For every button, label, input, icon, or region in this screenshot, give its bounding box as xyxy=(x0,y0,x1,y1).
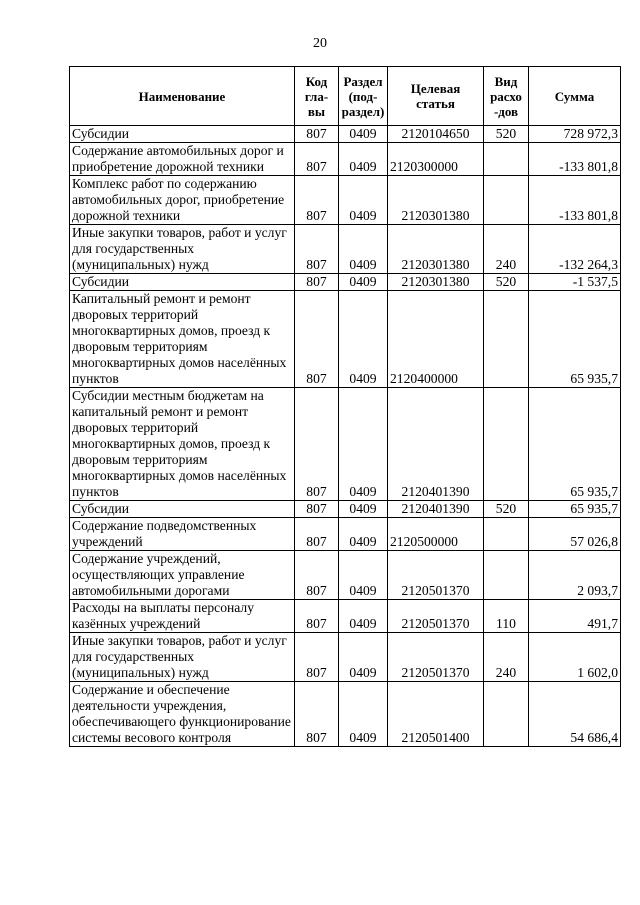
budget-table xyxy=(69,66,621,747)
row-name: Комплекс работ по содержанию автомобильных дорог, приобретение дорожной техники xyxy=(70,176,295,225)
row-target: 2120401390 xyxy=(388,388,484,501)
table-row xyxy=(70,388,621,501)
row-code: 807 xyxy=(295,518,339,551)
table-row xyxy=(70,682,621,747)
header-target: Целевая статья xyxy=(388,67,484,126)
row-target: 2120500000 xyxy=(388,518,484,551)
row-code: 807 xyxy=(295,176,339,225)
row-code: 807 xyxy=(295,126,339,143)
row-sum: 57 026,8 xyxy=(529,518,621,551)
row-target: 2120501370 xyxy=(388,551,484,600)
row-name: Содержание подведомственных учреждений xyxy=(70,518,295,551)
row-name: Содержание учреждений, осуществляющих управление автомобильными дорогами xyxy=(70,551,295,600)
header-name: Наименование xyxy=(70,67,295,126)
row-sum: -133 801,8 xyxy=(529,176,621,225)
row-name: Содержание автомобильных дорог и приобретение дорожной техники xyxy=(70,143,295,176)
header-type: Вид расхо -дов xyxy=(484,67,529,126)
row-target: 2120501400 xyxy=(388,682,484,747)
header-row xyxy=(70,67,621,126)
row-code: 807 xyxy=(295,600,339,633)
row-name: Капитальный ремонт и ремонт дворовых территорий многоквартирных домов, проезд к дворовым территориям многоквартирных домов населённых пунктов xyxy=(70,291,295,388)
row-sum: 65 935,7 xyxy=(529,388,621,501)
table-row xyxy=(70,126,621,143)
row-type: 520 xyxy=(484,126,529,143)
header-code: Код гла- вы xyxy=(295,67,339,126)
row-type xyxy=(484,682,529,747)
row-target: 2120401390 xyxy=(388,501,484,518)
row-target: 2120501370 xyxy=(388,600,484,633)
table-row xyxy=(70,274,621,291)
row-section: 0409 xyxy=(339,682,388,747)
row-sum: 54 686,4 xyxy=(529,682,621,747)
table-row xyxy=(70,291,621,388)
row-name: Иные закупки товаров, работ и услуг для государственных (муниципальных) нужд xyxy=(70,225,295,274)
row-code: 807 xyxy=(295,551,339,600)
table-row xyxy=(70,143,621,176)
table-row xyxy=(70,225,621,274)
row-sum: 1 602,0 xyxy=(529,633,621,682)
row-name: Иные закупки товаров, работ и услуг для государственных (муниципальных) нужд xyxy=(70,633,295,682)
row-section: 0409 xyxy=(339,518,388,551)
row-code: 807 xyxy=(295,388,339,501)
row-code: 807 xyxy=(295,291,339,388)
row-section: 0409 xyxy=(339,291,388,388)
row-section: 0409 xyxy=(339,633,388,682)
row-target: 2120301380 xyxy=(388,176,484,225)
row-type: 240 xyxy=(484,633,529,682)
row-sum: 728 972,3 xyxy=(529,126,621,143)
row-code: 807 xyxy=(295,225,339,274)
table-row xyxy=(70,501,621,518)
row-target: 2120501370 xyxy=(388,633,484,682)
table-row xyxy=(70,551,621,600)
table-row xyxy=(70,518,621,551)
row-code: 807 xyxy=(295,682,339,747)
row-section: 0409 xyxy=(339,225,388,274)
row-target: 2120104650 xyxy=(388,126,484,143)
row-type: 240 xyxy=(484,225,529,274)
table-row xyxy=(70,633,621,682)
row-sum: -133 801,8 xyxy=(529,143,621,176)
row-sum: 65 935,7 xyxy=(529,501,621,518)
row-type xyxy=(484,176,529,225)
row-type xyxy=(484,518,529,551)
row-name: Субсидии xyxy=(70,501,295,518)
table-row xyxy=(70,176,621,225)
row-sum: 491,7 xyxy=(529,600,621,633)
row-type xyxy=(484,291,529,388)
row-target: 2120300000 xyxy=(388,143,484,176)
row-code: 807 xyxy=(295,143,339,176)
table-row xyxy=(70,600,621,633)
row-name: Субсидии xyxy=(70,274,295,291)
row-section: 0409 xyxy=(339,600,388,633)
row-code: 807 xyxy=(295,633,339,682)
row-type: 520 xyxy=(484,274,529,291)
row-section: 0409 xyxy=(339,126,388,143)
row-section: 0409 xyxy=(339,551,388,600)
row-sum: 65 935,7 xyxy=(529,291,621,388)
row-sum: -132 264,3 xyxy=(529,225,621,274)
row-target: 2120400000 xyxy=(388,291,484,388)
header-section: Раздел (под- раздел) xyxy=(339,67,388,126)
row-type: 110 xyxy=(484,600,529,633)
row-code: 807 xyxy=(295,501,339,518)
row-section: 0409 xyxy=(339,388,388,501)
row-target: 2120301380 xyxy=(388,225,484,274)
row-section: 0409 xyxy=(339,274,388,291)
page-number: 20 xyxy=(313,36,327,51)
row-name: Расходы на выплаты персоналу казённых учреждений xyxy=(70,600,295,633)
row-section: 0409 xyxy=(339,143,388,176)
row-section: 0409 xyxy=(339,176,388,225)
row-section: 0409 xyxy=(339,501,388,518)
row-type: 520 xyxy=(484,501,529,518)
row-type xyxy=(484,551,529,600)
row-type xyxy=(484,388,529,501)
row-sum: 2 093,7 xyxy=(529,551,621,600)
row-name: Содержание и обеспечение деятельности учреждения, обеспечивающего функционирование системы весового контроля xyxy=(70,682,295,747)
row-sum: -1 537,5 xyxy=(529,274,621,291)
row-code: 807 xyxy=(295,274,339,291)
row-type xyxy=(484,143,529,176)
row-target: 2120301380 xyxy=(388,274,484,291)
header-sum: Сумма xyxy=(529,67,621,126)
row-name: Субсидии xyxy=(70,126,295,143)
row-name: Субсидии местным бюджетам на капитальный ремонт и ремонт дворовых территорий многоквартирных домов, проезд к дворовым территориям многоквартирных домов населённых пунктов xyxy=(70,388,295,501)
